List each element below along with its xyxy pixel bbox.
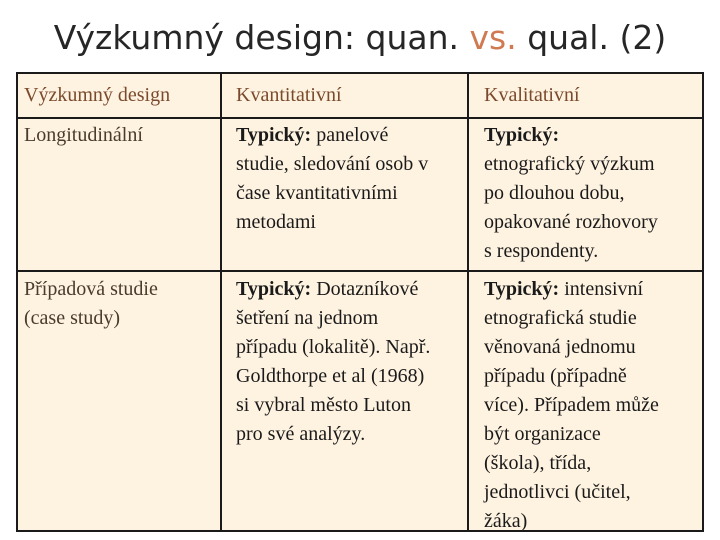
title-part-2: qual. (2) — [527, 18, 667, 57]
cell-line: pro své analýzy. — [236, 423, 366, 445]
header-divider — [18, 117, 702, 119]
cell-line: si vybral město Luton — [236, 394, 411, 416]
cell-line: Goldthorpe et al (1968) — [236, 365, 425, 387]
cell-line: žáka) — [484, 510, 528, 532]
typical-label: Typický: — [484, 124, 560, 146]
row-divider — [18, 270, 702, 272]
row-longitudinal-qualitative — [484, 121, 658, 266]
slide-title — [0, 18, 720, 57]
cell-line: čase kvantitativními — [236, 182, 398, 204]
row-case-study-quantitative — [236, 275, 430, 449]
title-part-1: Výzkumný design: quan. — [53, 18, 459, 57]
cell-line: po dlouhou dobu, — [484, 182, 625, 204]
design-line: Longitudinální — [24, 124, 143, 146]
title-vs: vs. — [469, 18, 517, 57]
row-case-study-qualitative — [484, 275, 659, 536]
comparison-table — [16, 72, 704, 532]
cell-line: případu (lokalitě). Např. — [236, 336, 431, 358]
cell-line: panelové — [316, 124, 389, 146]
design-line: (case study) — [24, 307, 121, 329]
row-longitudinal-design — [24, 121, 143, 150]
cell-line: být organizace — [484, 423, 601, 445]
cell-line: případu (případně — [484, 365, 627, 387]
typical-label: Typický: — [236, 124, 312, 146]
cell-line: intensivní — [564, 278, 644, 300]
cell-line: více). Případem může — [484, 394, 659, 416]
typical-label: Typický: — [236, 278, 312, 300]
cell-line: Dotazníkové — [316, 278, 419, 300]
cell-line: šetření na jednom — [236, 307, 379, 329]
cell-line: opakované rozhovory — [484, 211, 658, 233]
cell-line: studie, sledování osob v — [236, 153, 429, 175]
column-divider-1 — [220, 74, 222, 530]
cell-line: etnografická studie — [484, 307, 637, 329]
header-design: Výzkumný design — [24, 84, 171, 106]
design-line: Případová studie — [24, 278, 158, 300]
cell-line: (škola), třída, — [484, 452, 592, 474]
cell-line: jednotlivci (učitel, — [484, 481, 631, 503]
cell-line: věnovaná jednomu — [484, 336, 636, 358]
row-case-study-design — [24, 275, 158, 333]
cell-line: etnografický výzkum — [484, 153, 655, 175]
row-longitudinal-quantitative — [236, 121, 428, 237]
header-qualitative: Kvalitativní — [484, 84, 580, 106]
column-divider-2 — [467, 74, 469, 530]
cell-line: metodami — [236, 211, 316, 233]
typical-label: Typický: — [484, 278, 560, 300]
cell-line: s respondenty. — [484, 240, 599, 262]
header-quantitative: Kvantitativní — [236, 84, 342, 106]
